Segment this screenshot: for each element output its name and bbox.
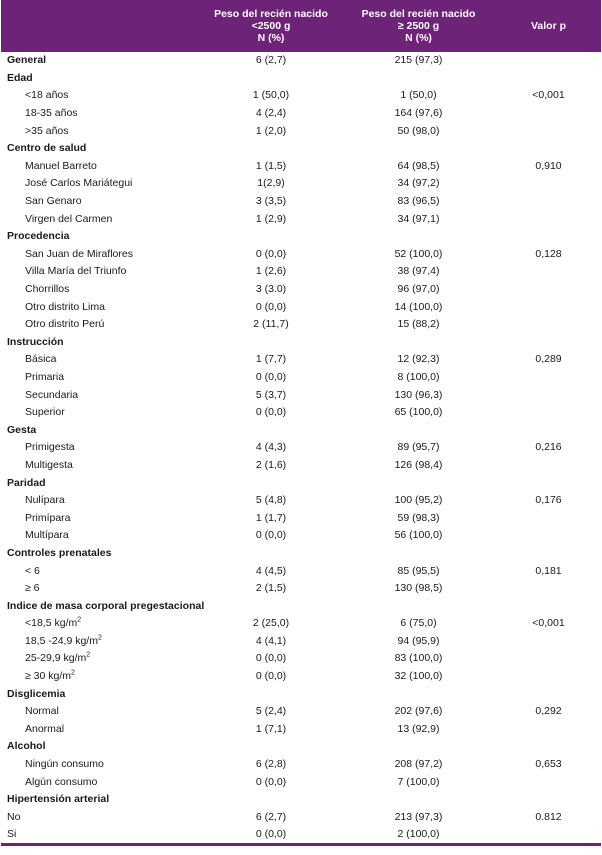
row-label [1,87,201,105]
cell-normal-weight: 130 (98,5) [394,582,443,595]
row-label [1,826,201,845]
cell-p-value [496,298,601,316]
cell-low-weight: 1(2,9) [257,177,285,190]
cell-p-value [496,404,601,422]
cell-normal-weight: 83 (96,5) [397,195,440,208]
table-row [1,562,601,580]
table-row [1,193,601,211]
row-label [1,298,201,316]
cell-p-value [496,721,601,739]
row-label-superscript: 2 [97,634,102,642]
table-row [1,210,601,228]
row-label [1,421,201,439]
table-row [1,87,601,105]
table-group-row [1,685,601,703]
cell-p-value [496,52,601,70]
cell-low-weight: 0 (0,0) [255,652,287,665]
cell-p-value: 0,176 [535,494,562,507]
row-label [1,597,205,615]
row-label [1,105,201,123]
table-group-row [1,597,601,615]
row-label [1,158,201,176]
row-label [1,210,201,228]
cell-p-value [496,316,601,334]
cell-low-weight: 3 (3.0) [255,283,287,296]
row-label [1,756,201,774]
cell-p-value [496,105,601,123]
cell-p-value [496,386,601,404]
data-table [1,0,601,846]
cell-p-value [496,193,601,211]
table-row [1,826,601,845]
cell-low-weight: 1 (2,0) [255,124,287,137]
cell-p-value: 0,292 [535,705,562,718]
cell-normal-weight [341,421,496,439]
row-label-text: Alcohol [7,740,46,753]
cell-low-weight: 0 (0,0) [255,406,287,419]
cell-normal-weight: 13 (92,9) [397,722,440,735]
cell-p-value: 0.812 [535,810,562,823]
cell-low-weight: 2 (11,7) [253,318,289,331]
cell-p-value [496,826,601,845]
row-label-text: Edad [7,71,33,84]
cell-normal-weight: 213 (97,3) [394,810,443,823]
cell-normal-weight: 65 (100,0) [394,406,443,419]
table-row [1,527,601,545]
cell-normal-weight: 12 (92,3) [397,353,440,366]
cell-normal-weight: 64 (98,5) [397,159,440,172]
row-label [1,703,201,721]
header-col-low-weight-line-3: N (%) [257,32,285,44]
cell-normal-weight: 52 (100,0) [394,247,443,260]
cell-p-value [496,140,601,158]
row-label-text: No [7,810,21,823]
cell-low-weight: 0 (0,0) [255,529,287,542]
cell-normal-weight: 59 (98,3) [397,511,440,524]
cell-p-value: 0,216 [535,441,562,454]
table-row [1,122,601,140]
row-label-text: Primigesta [25,441,75,454]
row-label [1,246,201,264]
cell-p-value: <0,001 [532,617,565,630]
header-row [1,0,601,52]
cell-normal-weight: 2 (100,0) [397,828,440,841]
table-group-row [1,140,601,158]
row-label [1,809,201,827]
cell-normal-weight: 89 (95,7) [397,441,440,454]
cell-normal-weight: 164 (97,6) [394,107,443,120]
header-col-normal-weight-line-2: ≥ 2500 g [397,20,440,32]
row-label-text: Otro distrito Perú [25,318,105,331]
cell-low-weight: 4 (4,3) [255,441,287,454]
header-col-p-value: Valor p [530,20,566,32]
table-row [1,386,601,404]
row-label-text: Anormal [25,722,65,735]
row-label-text: Multigesta [25,458,73,471]
row-label-text: Multípara [25,529,69,542]
row-label [1,773,201,791]
cell-low-weight: 1 (1,7) [255,511,287,524]
header-col-low-weight-line-2: <2500 g [251,20,291,32]
cell-low-weight: 3 (3,5) [255,195,287,208]
cell-p-value [496,263,601,281]
row-label [1,316,201,334]
cell-low-weight: 0 (0,0) [255,300,287,313]
table-row [1,615,601,633]
table-body [1,52,601,845]
cell-normal-weight [341,140,496,158]
cell-normal-weight [341,791,496,809]
cell-low-weight: 1 (2,9) [255,212,287,225]
table-row [1,650,601,668]
row-label [1,633,201,651]
row-label-text: Nulípara [25,494,65,507]
cell-normal-weight: 14 (100,0) [394,300,443,313]
row-label [1,263,201,281]
table-row [1,756,601,774]
cell-low-weight [201,597,341,615]
table-row [1,316,601,334]
table-row [1,809,601,827]
table-row [1,298,601,316]
row-label-text: José Carlos Mariátegui [25,177,133,190]
row-label-text: Si [7,828,17,841]
cell-normal-weight [341,597,496,615]
row-label-text: Procedencia [7,230,70,243]
cell-p-value [496,597,601,615]
cell-low-weight [201,228,341,246]
row-label [1,193,201,211]
row-label-text: General [7,54,47,67]
table-row [1,439,601,457]
cell-normal-weight: 34 (97,2) [397,177,440,190]
row-label-text: Secundaria [25,388,79,401]
row-label [1,175,201,193]
table-group-row [1,474,601,492]
cell-normal-weight: 126 (98,4) [394,458,443,471]
row-label-text: ≥ 30 kg/m [25,670,72,683]
header-col-normal-weight-line-3: N (%) [405,32,432,44]
cell-p-value [496,773,601,791]
cell-p-value: 0,181 [535,564,562,577]
row-label [1,474,201,492]
table-row [1,633,601,651]
row-label [1,738,201,756]
row-label-text: ≥ 6 [25,582,40,595]
row-label-text: Normal [25,705,59,718]
row-label [1,457,201,475]
table-row [1,175,601,193]
row-label [1,492,201,510]
row-label [1,439,201,457]
cell-low-weight [201,334,341,352]
row-label-text: 18-35 años [25,107,78,120]
header-col-normal-weight-line-1: Peso del recién nacido [361,8,476,20]
row-label-text: Chorrillos [25,283,70,296]
cell-normal-weight: 208 (97,2) [394,758,443,771]
table-row [1,351,601,369]
cell-normal-weight: 1 (50,0) [400,89,437,102]
cell-low-weight: 5 (3,7) [255,388,287,401]
cell-low-weight [201,140,341,158]
cell-low-weight [201,685,341,703]
cell-low-weight [201,474,341,492]
cell-normal-weight [341,474,496,492]
table-row [1,457,601,475]
row-label-text: Primípara [25,511,71,524]
cell-low-weight: 2 (25,0) [252,617,290,630]
cell-p-value [496,580,601,598]
row-label-text: < 6 [25,564,40,577]
cell-normal-weight [341,738,496,756]
cell-normal-weight: 50 (98,0) [397,124,440,137]
cell-low-weight: 1 (7,1) [255,722,287,735]
cell-p-value: <0,001 [532,89,565,102]
row-label-text: Indice de masa corporal pregestacional [7,599,205,612]
cell-normal-weight: 83 (100,0) [394,652,443,665]
row-label-text: Controles prenatales [7,546,112,559]
cell-p-value [496,228,601,246]
row-label [1,685,201,703]
table-row [1,369,601,387]
cell-low-weight: 0 (0,0) [255,247,287,260]
row-label-text: Manuel Barreto [25,159,97,172]
row-label [1,721,201,739]
cell-p-value: 0,128 [535,247,562,260]
row-label-text: Virgen del Carmen [25,212,113,225]
row-label [1,334,201,352]
cell-low-weight [201,791,341,809]
row-label [1,791,201,809]
cell-normal-weight: 85 (95,5) [397,564,440,577]
row-label [1,615,201,633]
table-row [1,773,601,791]
cell-p-value [496,421,601,439]
row-label [1,404,201,422]
header-col-low-weight [201,0,341,52]
row-label [1,228,201,246]
row-label [1,527,201,545]
cell-p-value: 0,910 [535,159,562,172]
row-label-superscript: 2 [86,651,91,659]
cell-p-value [496,791,601,809]
cell-p-value [496,633,601,651]
cell-p-value [496,685,601,703]
row-label [1,52,201,70]
row-label [1,650,201,668]
cell-low-weight: 0 (0,0) [255,828,287,841]
cell-p-value [496,527,601,545]
cell-p-value [496,668,601,686]
row-label [1,351,201,369]
table-row [1,263,601,281]
row-label [1,70,201,88]
cell-p-value [496,457,601,475]
cell-p-value [496,175,601,193]
table-group-row [1,70,601,88]
row-label-text: Centro de salud [7,142,87,155]
row-label-text: San Genaro [25,195,82,208]
row-label-text: Hipertensión arterial [7,793,110,806]
cell-low-weight: 1 (7,7) [255,353,287,366]
cell-low-weight [201,545,341,563]
cell-p-value [496,334,601,352]
row-label-text: Otro distrito Lima [25,300,105,313]
table-group-row [1,421,601,439]
cell-normal-weight [341,685,496,703]
cell-low-weight: 0 (0,0) [255,370,287,383]
row-label-text: Básica [25,353,57,366]
cell-low-weight [201,421,341,439]
cell-p-value [496,210,601,228]
table-group-row [1,52,601,70]
cell-low-weight: 1 (2,6) [255,265,287,278]
row-label [1,562,201,580]
cell-low-weight: 2 (1,6) [255,458,287,471]
table-row [1,105,601,123]
cell-p-value [496,281,601,299]
cell-low-weight [201,738,341,756]
cell-low-weight: 5 (4,8) [255,494,287,507]
cell-normal-weight: 15 (88,2) [397,318,440,331]
header-col-normal-weight [341,0,496,52]
row-label-text: Paridad [7,476,46,489]
table-row [1,580,601,598]
cell-normal-weight: 38 (97,4) [397,265,440,278]
cell-low-weight: 0 (0,0) [255,775,287,788]
cell-low-weight: 2 (1,5) [255,582,287,595]
cell-p-value [496,509,601,527]
cell-p-value [496,545,601,563]
cell-normal-weight [341,228,496,246]
row-label-text: Primaria [25,370,65,383]
header-col-low-weight-line-1: Peso del recién nacido [214,8,328,20]
cell-p-value [496,474,601,492]
cell-normal-weight [341,545,496,563]
row-label-text: Superior [25,406,65,419]
row-label-text: San Juan de Miraflores [25,247,133,260]
cell-normal-weight: 34 (97,1) [397,212,440,225]
cell-normal-weight [341,334,496,352]
cell-p-value [496,70,601,88]
row-label [1,140,201,158]
row-label [1,545,201,563]
cell-low-weight: 6 (2,7) [255,54,287,67]
cell-p-value [496,122,601,140]
row-label-text: Algún consumo [25,775,98,788]
row-label-text: <18,5 kg/m [25,617,78,630]
table-row [1,158,601,176]
table-row [1,281,601,299]
cell-normal-weight: 7 (100,0) [397,775,440,788]
header-label-column [1,0,201,52]
row-label-text: Instrucción [7,335,64,348]
row-label-text: 25-29,9 kg/m [25,652,87,665]
row-label-text: Ningún consumo [25,758,104,771]
cell-low-weight: 6 (2,8) [255,758,287,771]
cell-p-value [496,369,601,387]
cell-p-value [496,738,601,756]
row-label [1,122,201,140]
row-label [1,386,201,404]
row-label-text: Villa María del Triunfo [25,265,127,278]
table-row [1,404,601,422]
table-group-row [1,228,601,246]
table-row [1,703,601,721]
cell-normal-weight: 130 (96,3) [394,388,443,401]
cell-normal-weight: 94 (95,9) [397,634,440,647]
cell-normal-weight: 6 (75,0) [400,617,437,630]
cell-normal-weight: 56 (100,0) [394,529,443,542]
table-row [1,492,601,510]
row-label [1,668,201,686]
row-label-superscript: 2 [71,669,75,677]
cell-normal-weight: 8 (100,0) [397,370,440,383]
cell-low-weight: 0 (0,0) [255,670,287,683]
row-label [1,281,201,299]
cell-low-weight: 1 (50,0) [252,89,290,102]
row-label [1,509,201,527]
table-header [1,0,601,52]
row-label-text: Disglicemia [7,687,66,700]
table-row [1,668,601,686]
cell-normal-weight: 32 (100,0) [394,670,443,683]
table-row [1,509,601,527]
table-group-row [1,738,601,756]
row-label-text: 18,5 -24,9 kg/m [25,634,98,647]
cell-normal-weight: 202 (97,6) [394,705,443,718]
cell-normal-weight [341,70,496,88]
table-group-row [1,791,601,809]
cell-low-weight [201,70,341,88]
cell-low-weight: 4 (4,1) [255,634,287,647]
cell-normal-weight: 100 (95,2) [394,494,443,507]
cell-normal-weight: 215 (97,3) [394,54,443,67]
cell-p-value [496,650,601,668]
row-label-text: Gesta [7,423,37,436]
row-label [1,369,201,387]
table-group-row [1,545,601,563]
row-label-superscript: 2 [77,616,82,624]
row-label-text: <18 años [25,89,69,102]
cell-low-weight: 6 (2,7) [255,810,287,823]
row-label [1,580,201,598]
table-group-row [1,334,601,352]
row-label-text: >35 años [25,124,69,137]
cell-p-value: 0,653 [535,758,562,771]
cell-low-weight: 4 (4,5) [255,564,287,577]
cell-normal-weight: 96 (97,0) [397,283,440,296]
table-row [1,246,601,264]
table-row [1,721,601,739]
cell-low-weight: 1 (1,5) [255,159,287,172]
cell-low-weight: 4 (2,4) [255,107,287,120]
cell-p-value: 0,289 [535,353,562,366]
cell-low-weight: 5 (2,4) [255,705,287,718]
